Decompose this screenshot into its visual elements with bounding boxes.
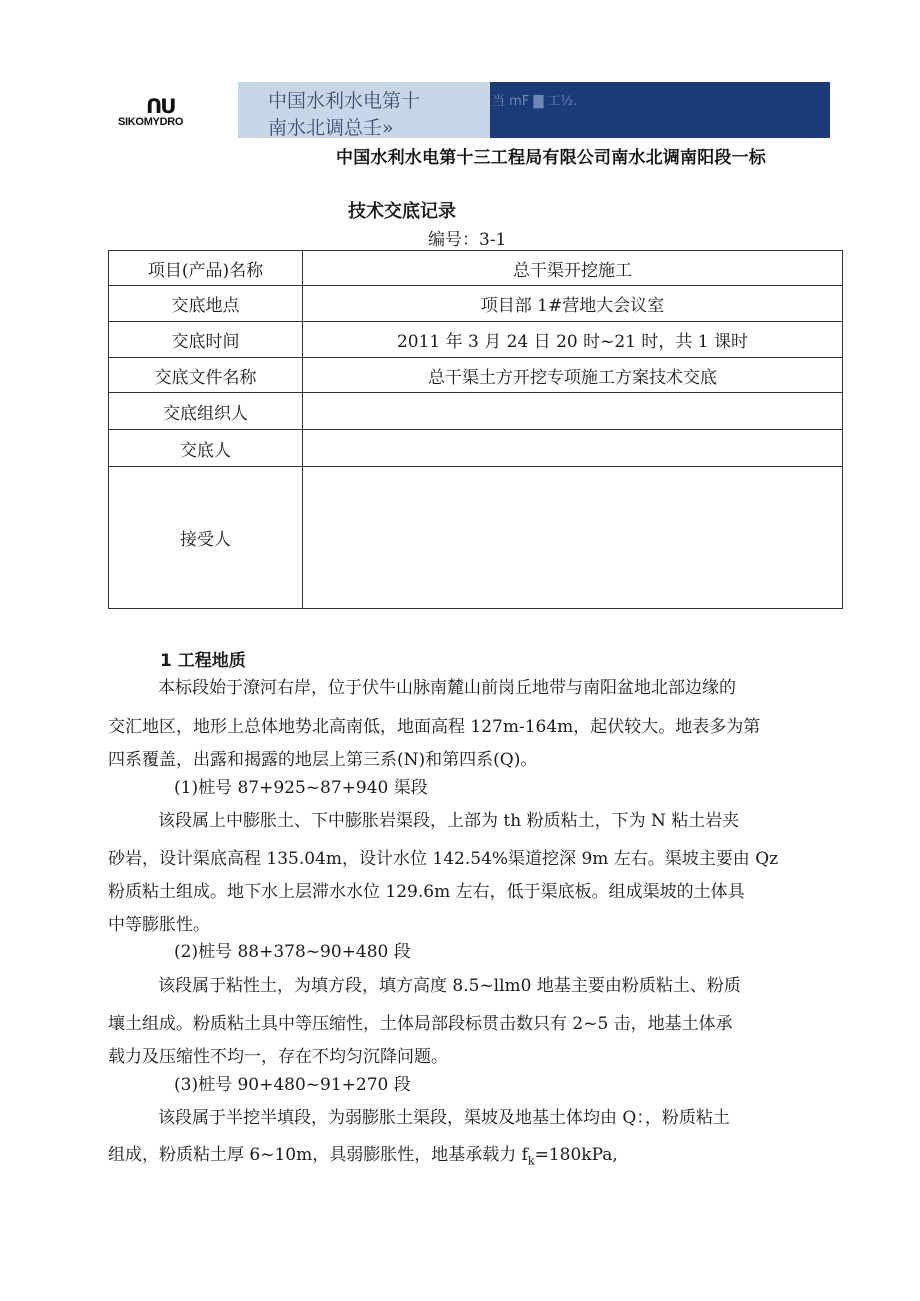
- section-heading: 1 工程地质: [160, 651, 246, 671]
- table-row: [109, 467, 843, 609]
- row-label: 交底人: [109, 430, 303, 467]
- row-value: 总干渠开挖施工: [303, 251, 843, 286]
- table-row: [109, 430, 843, 467]
- paragraph-line: 载力及压缩性不均一，存在不均匀沉降问题。: [108, 1047, 448, 1067]
- paragraph-line: 砂岩，设计渠底高程 135.04m，设计水位 142.54%渠道挖深 9m 左右。渠坡主要由 Qz: [108, 849, 779, 869]
- table-row: [109, 358, 843, 393]
- document-title: 技术交底记录: [348, 201, 456, 222]
- table-row: [109, 322, 843, 358]
- logo-mark-icon: ᑎᑌ: [146, 94, 175, 118]
- paragraph-line: 该段属于粘性土，为填方段，填方高度 8.5~llm0 地基主要由粉质粘土、粉质: [158, 976, 741, 996]
- paragraph-line: 本标段始于潦河右岸，位于伏牛山脉南麓山前岗丘地带与南阳盆地北部边缘的: [158, 678, 736, 698]
- table-row: [109, 286, 843, 322]
- row-label: 交底文件名称: [109, 358, 303, 393]
- row-label: 交底地点: [109, 286, 303, 322]
- paragraph-line: 该段属于半挖半填段，为弱膨胀土渠段，渠坡及地基土体均由 Q：，粉质粘土: [158, 1108, 730, 1128]
- logo-text: SIKOMYDRO: [118, 116, 184, 128]
- paragraph-line: 四系覆盖，出露和揭露的地层上第三系(N)和第四系(Q)。: [108, 750, 538, 770]
- company-logo: [118, 96, 208, 132]
- paragraph-line: 该段属上中膨胀土、下中膨胀岩渠段，上部为 th 粉质粘土，下为 N 粘土岩夹: [158, 811, 740, 831]
- paragraph-line: 交汇地区，地形上总体地势北高南低，地面高程 127m-164m，起伏较大。地表多为第: [108, 717, 761, 737]
- paragraph-line: 中等膨胀性。: [108, 915, 210, 935]
- subsection-title: (2)桩号 88+378~90+480 段: [174, 942, 411, 962]
- company-name: 中国水利水电第十三工程局有限公司南水北调南阳段一标: [336, 148, 766, 168]
- banner-right-text: 当 mF ▇ 工½.: [492, 94, 578, 109]
- subsection-title: (1)桩号 87+925~87+940 渠段: [174, 778, 428, 798]
- paragraph-line: 粉质粘土组成。地下水上层滞水水位 129.6m 左右，低于渠底板。组成渠坡的土体具: [108, 882, 745, 902]
- row-label: 项目(产品)名称: [109, 251, 303, 286]
- document-number: 编号：3-1: [428, 230, 507, 250]
- row-label: 交底时间: [109, 322, 303, 358]
- paragraph-text: =180kPa,: [534, 1145, 618, 1165]
- row-value: 总干渠土方开挖专项施工方案技术交底: [303, 358, 843, 393]
- table-row: [109, 393, 843, 430]
- subsection-title: (3)桩号 90+480~91+270 段: [174, 1075, 411, 1095]
- subscript-k: k: [527, 1154, 535, 1168]
- banner-line-2: 南水北调总壬»: [268, 117, 394, 139]
- row-label: 接受人: [109, 467, 303, 609]
- row-value: 2011 年 3 月 24 日 20 时~21 时，共 1 课时: [303, 322, 843, 358]
- paragraph-line: [108, 1140, 618, 1167]
- briefing-info-table: [108, 250, 843, 609]
- banner-line-1: 中国水利水电第十: [268, 90, 421, 112]
- table-row: [109, 251, 843, 286]
- row-value: 项目部 1#营地大会议室: [303, 286, 843, 322]
- row-value: [303, 393, 843, 430]
- row-value: [303, 430, 843, 467]
- row-value: [303, 467, 843, 609]
- paragraph-line: 壤土组成。粉质粘土具中等压缩性，土体局部段标贯击数只有 2~5 击，地基土体承: [108, 1014, 733, 1034]
- row-label: 交底组织人: [109, 393, 303, 430]
- paragraph-text: 组成，粉质粘土厚 6~10m，具弱膨胀性，地基承载力 f: [108, 1145, 528, 1165]
